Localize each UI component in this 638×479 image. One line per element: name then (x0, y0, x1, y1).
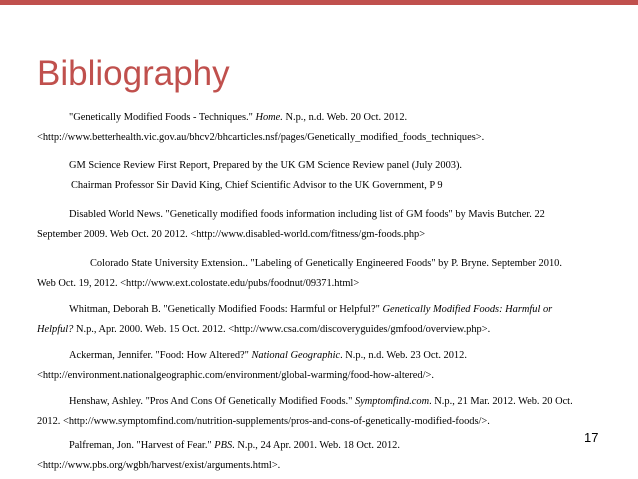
slide-title: Bibliography (37, 54, 230, 93)
reference-line: 2012. <http://www.symptomfind.com/nutrition-supplements/pros-and-cons-of-genetically-modified-foods/>. (37, 416, 490, 427)
reference-entry (37, 392, 607, 432)
reference-line: <http://environment.nationalgeographic.com/environment/global-warming/food-how-altered/>. (37, 370, 434, 381)
reference-entry (37, 108, 607, 148)
reference-line: "Genetically Modified Foods - Techniques." Home. N.p., n.d. Web. 20 Oct. 2012. (69, 112, 408, 123)
reference-line: Chairman Professor Sir David King, Chief Scientific Advisor to the UK Government, P 9 (71, 180, 443, 191)
reference-line: <http://www.pbs.org/wgbh/harvest/exist/arguments.html>. (37, 460, 281, 471)
reference-line: Whitman, Deborah B. "Genetically Modified Foods: Harmful or Helpful?" Genetically Modified Foods: Harmful or (69, 304, 553, 315)
reference-line: Palfreman, Jon. "Harvest of Fear." PBS. N.p., 24 Apr. 2001. Web. 18 Oct. 2012. (69, 440, 400, 451)
reference-line: September 2009. Web Oct. 20 2012. <http://www.disabled-world.com/fitness/gm-foods.php> (37, 229, 426, 240)
accent-rule (0, 0, 638, 5)
reference-line: <http://www.betterhealth.vic.gov.au/bhcv2/bhcarticles.nsf/pages/Genetically_modified_foods_techniques>. (37, 132, 485, 143)
reference-line: Henshaw, Ashley. "Pros And Cons Of Genetically Modified Foods." Symptomfind.com. N.p., 21 Mar. 2012. Web. 20 Oct. (69, 396, 573, 407)
reference-entry (37, 346, 607, 386)
reference-line: Disabled World News. "Genetically modified foods information including list of GM foods" by Mavis Butcher. 22 (69, 209, 545, 220)
reference-entry (37, 254, 607, 294)
reference-line: Helpful? N.p., Apr. 2000. Web. 15 Oct. 2012. <http://www.csa.com/discoveryguides/gmfood/overview.php>. (37, 324, 491, 335)
reference-entry (37, 205, 607, 245)
reference-entry (37, 300, 607, 340)
reference-line: Web Oct. 19, 2012. <http://www.ext.colostate.edu/pubs/foodnut/09371.html> (37, 278, 360, 289)
reference-line: GM Science Review First Report, Prepared by the UK GM Science Review panel (July 2003). (69, 160, 463, 171)
reference-line: Colorado State University Extension.. "Labeling of Genetically Engineered Foods" by P. Bryne. September 2010. (90, 258, 562, 269)
page-number: 17 (584, 430, 599, 445)
reference-line: Ackerman, Jennifer. "Food: How Altered?" National Geographic. N.p., n.d. Web. 23 Oct. 2012. (69, 350, 467, 361)
reference-entry (37, 436, 607, 476)
reference-entry (37, 156, 607, 196)
